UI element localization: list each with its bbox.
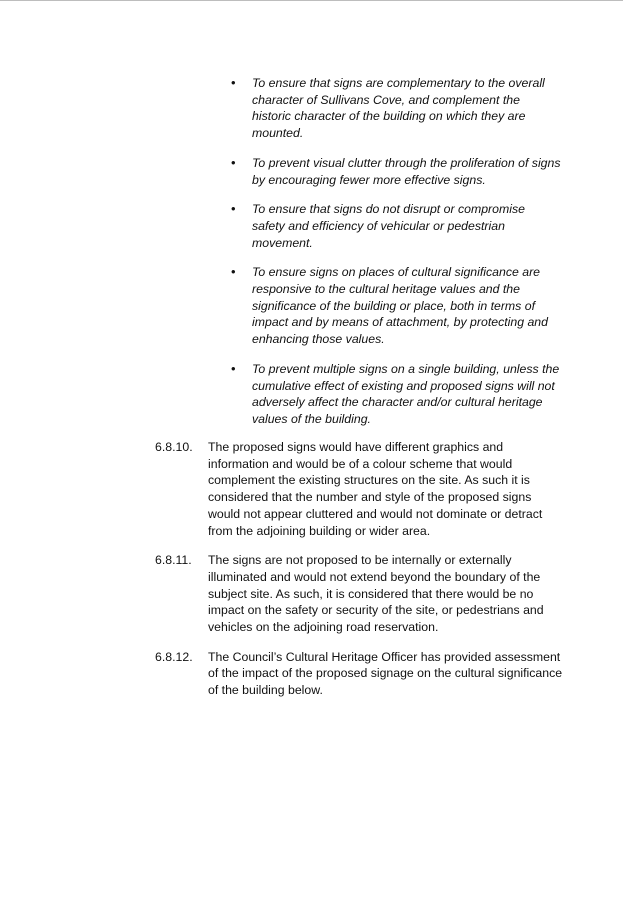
- paragraph-number: 6.8.10.: [155, 440, 193, 454]
- numbered-paragraph: [155, 649, 565, 699]
- objective-text: To ensure that signs do not disrupt or compromise safety and efficiency of vehicular or pedestrian movement.: [252, 202, 525, 250]
- paragraph-text: The signs are not proposed to be internally or externally illuminated and would not extend beyond the boundary of the subject site. As such, it is considered that there would be no impact on the safety or security of the site, or pedestrians and vehicles on the adjoining road reservation.: [208, 553, 544, 635]
- bullet-icon: •: [231, 264, 236, 280]
- objective-item: [231, 361, 561, 428]
- objective-item: [231, 155, 561, 188]
- bullet-icon: •: [231, 154, 236, 170]
- bullet-icon: •: [231, 360, 236, 376]
- bullet-icon: •: [231, 201, 236, 217]
- paragraph-number: 6.8.12.: [155, 649, 193, 664]
- objective-item: [231, 75, 561, 142]
- objective-text: To prevent multiple signs on a single building, unless the cumulative effect of existing and proposed signs will not adversely affect the character and/or cultural heritage values of the building.: [252, 361, 560, 426]
- paragraph-text: The Council’s Cultural Heritage Officer has provided assessment of the impact of the proposed signage on the cultural significance of the building below.: [208, 649, 563, 698]
- numbered-paragraphs: [155, 439, 565, 712]
- numbered-paragraph: [155, 552, 565, 636]
- objective-text: To prevent visual clutter through the proliferation of signs by encouraging fewer more effective signs.: [252, 155, 561, 187]
- bullet-icon: •: [231, 75, 236, 90]
- objective-item: [231, 264, 561, 348]
- objectives-bullet-list: [231, 75, 561, 441]
- objective-item: [231, 201, 561, 251]
- paragraph-text: The proposed signs would have different graphics and information and would be of a colour scheme that would complement the existing structures on the site. As such it is considered that the number and style of the proposed signs would not appear cluttered and would not dominate or detract from the adjoining building or wider area.: [208, 440, 543, 538]
- numbered-paragraph: [155, 439, 565, 539]
- objective-text: To ensure that signs are complementary to the overall character of Sullivans Cove, and complement the historic character of the building on which they are mounted.: [252, 76, 545, 141]
- paragraph-number: 6.8.11.: [155, 553, 192, 568]
- page-top-border: [0, 0, 623, 1]
- objective-text: To ensure signs on places of cultural significance are responsive to the cultural heritage values and the significance of the building or place, both in terms of impact and by means of attachment, by protecting and enhancing those values.: [252, 265, 548, 347]
